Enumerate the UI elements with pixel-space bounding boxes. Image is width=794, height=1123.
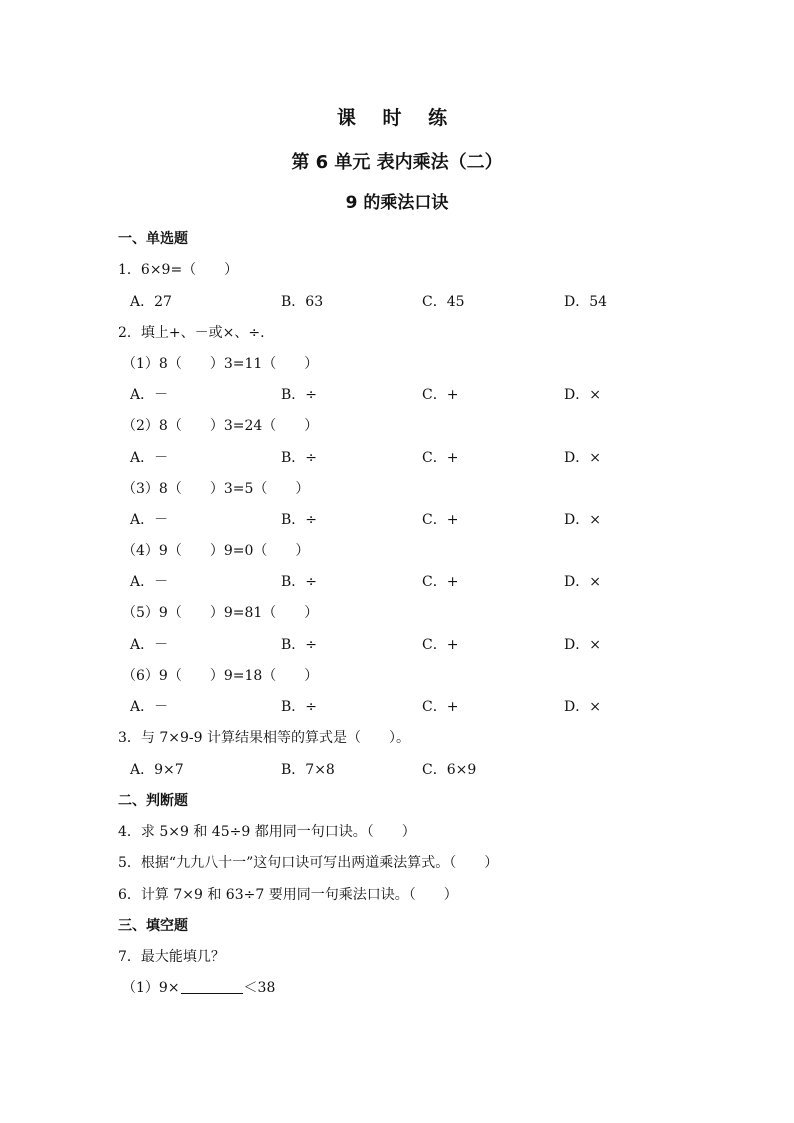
option-a[interactable]: A．9×7: [130, 762, 184, 778]
option-a[interactable]: A．－: [130, 512, 169, 528]
option-c[interactable]: C．45: [422, 294, 465, 310]
option-b[interactable]: B．÷: [281, 387, 318, 403]
option-b[interactable]: B．÷: [281, 699, 318, 715]
question-2-part-1-options: [130, 384, 690, 404]
section-heading-true-false: 二、判断题: [118, 793, 188, 809]
answer-blank[interactable]: [181, 979, 243, 994]
question-7-part-1-suffix: ＜38: [243, 980, 276, 996]
option-b[interactable]: B．7×8: [281, 762, 335, 778]
section-heading-single-choice: 一、单选题: [118, 231, 188, 247]
unit-title: 第 6 单元 表内乘法（二）: [291, 152, 503, 173]
question-5: 5．根据“九九八十一”这句口诀可写出两道乘法算式。（ ）: [118, 855, 499, 871]
question-4: 4．求 5×9 和 45÷9 都用同一句口诀。（ ）: [118, 824, 416, 840]
option-a[interactable]: A．－: [130, 387, 169, 403]
question-1-options: [130, 291, 690, 311]
question-2-part-6-options: [130, 696, 690, 716]
question-7: 7．最大能填几？: [118, 949, 225, 965]
question-2-part-4-options: [130, 571, 690, 591]
option-a[interactable]: A．－: [130, 699, 169, 715]
option-c[interactable]: C．+: [422, 699, 459, 715]
question-2-part-3-options: [130, 509, 690, 529]
question-3-options: [130, 759, 690, 779]
option-d[interactable]: D．×: [564, 699, 601, 715]
lesson-title: 9 的乘法口诀: [345, 193, 449, 213]
option-b[interactable]: B．÷: [281, 637, 318, 653]
option-a[interactable]: A．－: [130, 637, 169, 653]
question-6: 6．计算 7×9 和 63÷7 要用同一句乘法口诀。（ ）: [118, 887, 458, 903]
option-b[interactable]: B．÷: [281, 450, 318, 466]
option-c[interactable]: C．+: [422, 574, 459, 590]
question-7-part-1-prefix: （1）9×: [122, 980, 180, 996]
question-2-part-1: （1）8（ ）3=11（ ）: [122, 356, 319, 372]
option-a[interactable]: A．－: [130, 450, 169, 466]
option-d[interactable]: D．54: [564, 294, 608, 310]
option-c[interactable]: C．+: [422, 637, 459, 653]
question-2-part-6: （6）9（ ）9=18（ ）: [122, 668, 319, 684]
option-c[interactable]: C．+: [422, 450, 459, 466]
question-2-part-4: （4）9（ ）9=0（ ）: [122, 543, 310, 559]
option-b[interactable]: B．÷: [281, 574, 318, 590]
question-2-part-5: （5）9（ ）9=81（ ）: [122, 605, 319, 621]
question-2-part-3: （3）8（ ）3=5（ ）: [122, 481, 310, 497]
question-2-part-5-options: [130, 634, 690, 654]
question-3: 3．与 7×9-9 计算结果相等的算式是（ ）。: [118, 730, 410, 746]
option-a[interactable]: A．27: [130, 294, 172, 310]
option-c[interactable]: C．+: [422, 387, 459, 403]
option-b[interactable]: B．÷: [281, 512, 318, 528]
worksheet-title: 课 时 练: [336, 107, 458, 129]
option-d[interactable]: D．×: [564, 512, 601, 528]
option-c[interactable]: C．6×9: [422, 762, 477, 778]
option-d[interactable]: D．×: [564, 387, 601, 403]
option-c[interactable]: C．+: [422, 512, 459, 528]
option-d[interactable]: D．×: [564, 574, 601, 590]
section-heading-fill-in: 三、填空题: [118, 918, 188, 934]
question-2: 2．填上+、－或×、÷.: [118, 325, 265, 341]
question-1: 1．6×9=（ ）: [118, 262, 239, 278]
option-b[interactable]: B．63: [281, 294, 324, 310]
question-2-part-2: （2）8（ ）3=24（ ）: [122, 418, 319, 434]
question-2-part-2-options: [130, 447, 690, 467]
option-d[interactable]: D．×: [564, 637, 601, 653]
question-7-part-1: [122, 977, 275, 997]
option-d[interactable]: D．×: [564, 450, 601, 466]
option-a[interactable]: A．－: [130, 574, 169, 590]
